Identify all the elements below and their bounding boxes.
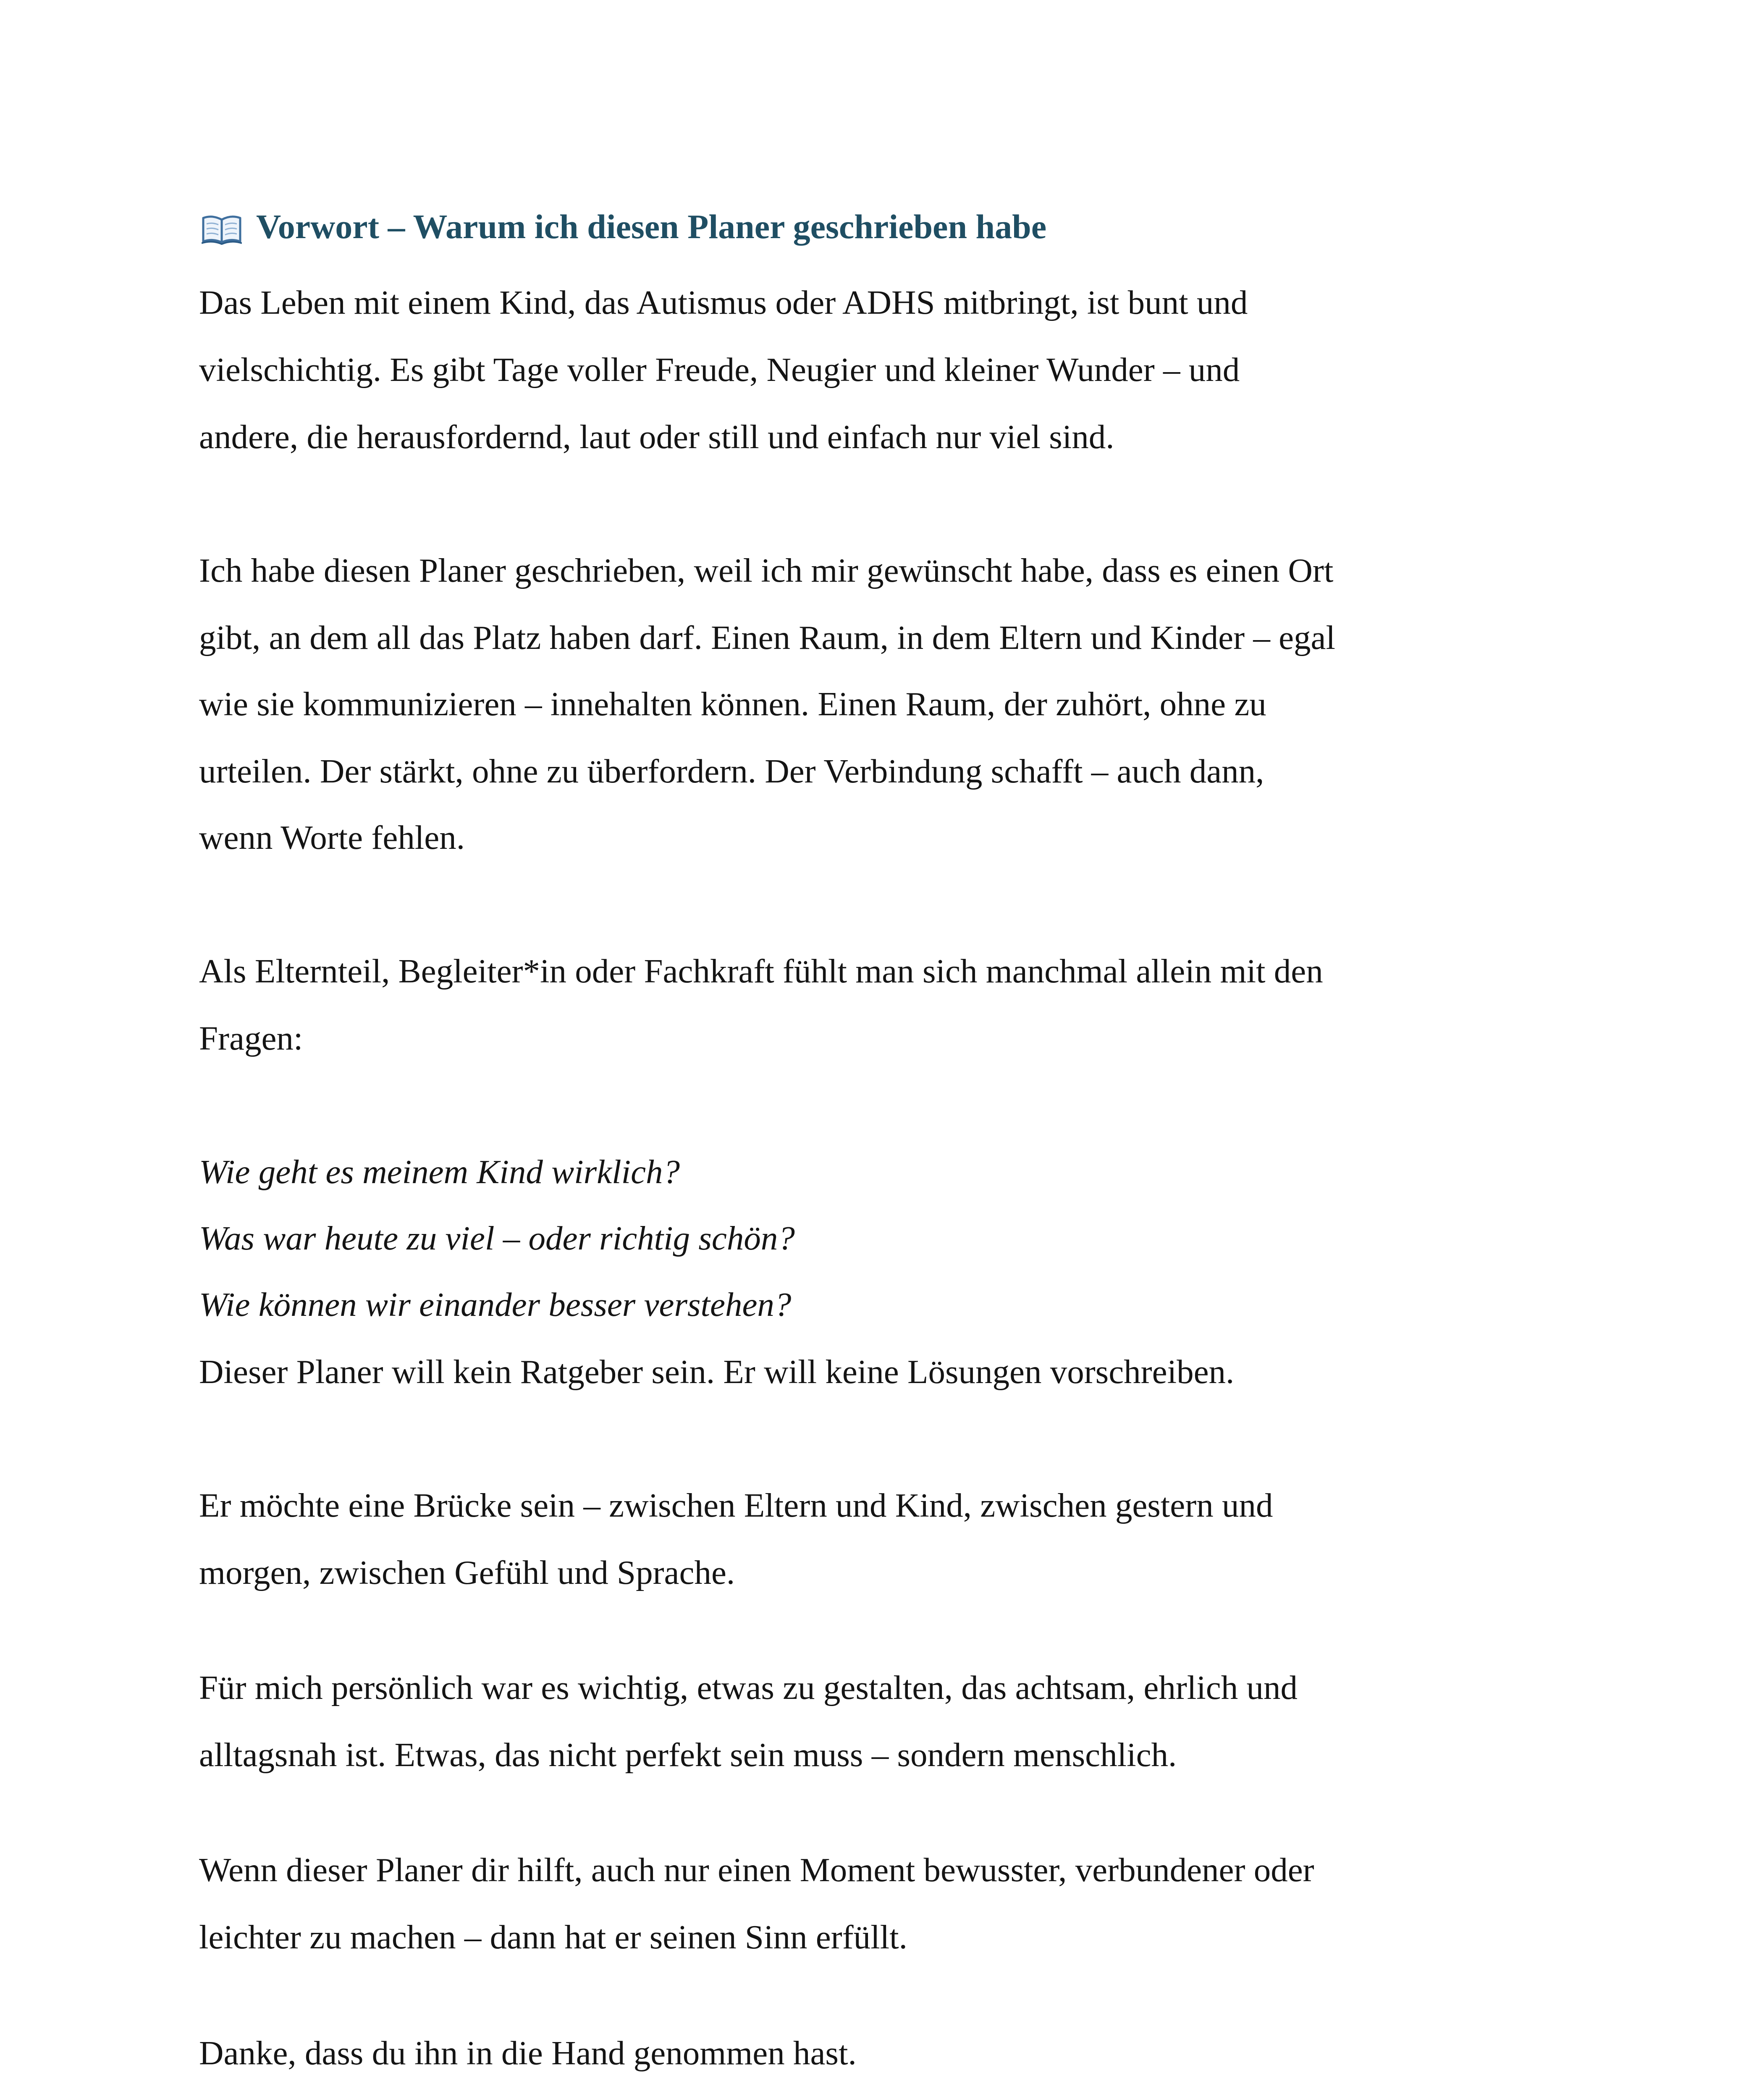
paragraph-line: vielschichtig. Es gibt Tage voller Freude, Neugier und kleiner Wunder – und [199,351,1240,388]
open-book-icon [202,214,242,245]
question-line: Wie geht es meinem Kind wirklich? [199,1153,680,1191]
paragraph-line: alltagsnah ist. Etwas, das nicht perfekt sein muss – sondern menschlich. [199,1736,1177,1774]
paragraph-line: Als Elternteil, Begleiter*in oder Fachkraft fühlt man sich manchmal allein mit den [199,952,1323,990]
paragraph-line: Ich habe diesen Planer geschrieben, weil ich mir gewünscht habe, dass es einen Ort [199,551,1334,589]
paragraph-line: Das Leben mit einem Kind, das Autismus oder ADHS mitbringt, ist bunt und [199,284,1248,321]
paragraph-line: andere, die herausfordernd, laut oder still und einfach nur viel sind. [199,418,1114,456]
paragraph-line: urteilen. Der stärkt, ohne zu überfordern. Der Verbindung schafft – auch dann, [199,752,1264,790]
paragraph-line: Er möchte eine Brücke sein – zwischen Eltern und Kind, zwischen gestern und [199,1486,1273,1524]
question-line: Wie können wir einander besser verstehen? [199,1286,792,1323]
paragraph-line: Wenn dieser Planer dir hilft, auch nur einen Moment bewusster, verbundener oder [199,1851,1314,1889]
paragraph-line: Dieser Planer will kein Ratgeber sein. Er will keine Lösungen vorschreiben. [199,1353,1235,1391]
paragraph-line: morgen, zwischen Gefühl und Sprache. [199,1554,735,1591]
paragraph-line: gibt, an dem all das Platz haben darf. Einen Raum, in dem Eltern und Kinder – egal [199,619,1335,656]
paragraph-line: Danke, dass du ihn in die Hand genommen hast. [199,2034,857,2072]
heading-title: Vorwort – Warum ich diesen Planer geschrieben habe [256,207,1047,246]
paragraph-line: leichter zu machen – dann hat er seinen Sinn erfüllt. [199,1918,907,1956]
paragraph-line: Für mich persönlich war es wichtig, etwas zu gestalten, das achtsam, ehrlich und [199,1669,1298,1706]
paragraph-line: wenn Worte fehlen. [199,819,465,856]
paragraph-line: Fragen: [199,1019,303,1057]
paragraph-line: wie sie kommunizieren – innehalten können. Einen Raum, der zuhört, ohne zu [199,685,1266,723]
question-line: Was war heute zu viel – oder richtig schön? [199,1219,795,1257]
section-heading [202,202,1046,252]
